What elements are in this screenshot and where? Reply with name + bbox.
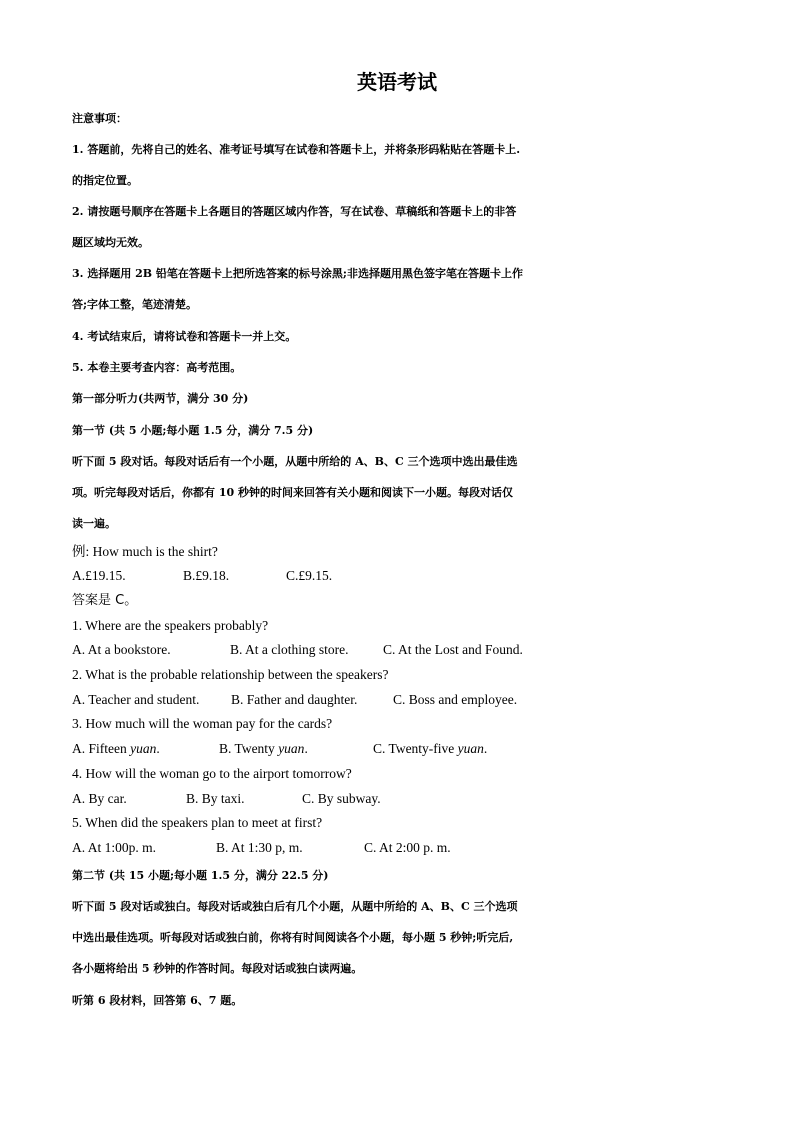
q3-option-b-text: B. Twenty — [219, 741, 279, 756]
example-question: 例: How much is the shirt? — [72, 544, 218, 559]
notice-item-2-line2: 题区域均无效。 — [72, 236, 149, 249]
q3-option-b-unit: yuan — [278, 741, 305, 756]
question-1: 1. Where are the speakers probably? — [72, 618, 269, 633]
q2-option-a: A. Teacher and student. — [72, 692, 200, 707]
q3-option-a-dot: . — [156, 741, 160, 756]
example-option-c: C.£9.15. — [286, 568, 333, 583]
section1-instruction-line3: 读一遍。 — [72, 517, 116, 530]
q3-option-c-unit: yuan — [457, 741, 484, 756]
question-5: 5. When did the speakers plan to meet at first? — [72, 815, 323, 830]
question-4: 4. How will the woman go to the airport tomorrow? — [72, 766, 352, 781]
notice-item-1-line2: 的指定位置。 — [72, 174, 138, 187]
example-answer: 答案是 C。 — [72, 593, 138, 608]
example-option-a: A.£19.15. — [72, 568, 126, 583]
question-2: 2. What is the probable relationship between the speakers? — [72, 667, 389, 682]
section1-instruction-line2: 项。听完每段对话后，你都有 10 秒钟的时间来回答有关小题和阅读下一小题。每段对话仅 — [72, 486, 513, 499]
notice-item-1-line1: 1. 答题前，先将自己的姓名、准考证号填写在试卷和答题卡上，并将条形码粘贴在答题卡上. — [72, 143, 521, 156]
q3-option-c-dot: . — [483, 741, 488, 756]
q1-option-a: A. At a bookstore. — [72, 642, 171, 657]
part1-heading: 第一部分听力(共两节，满分 30 分) — [72, 392, 249, 405]
q4-option-a: A. By car. — [72, 791, 127, 806]
q3-option-c-text: C. Twenty-five — [373, 741, 458, 756]
section2-instruction-line3: 各小题将给出 5 秒钟的作答时间。每段对话或独白读两遍。 — [72, 962, 363, 975]
section2-instruction-line2: 中选出最佳选项。听每段对话或独白前，你将有时间阅读各个小题，每小题 5 秒钟;听完后, — [72, 931, 514, 944]
notice-item-3-line1: 3. 选择题用 2B 铅笔在答题卡上把所选答案的标号涂黑;非选择题用黑色签字笔在答题卡上作 — [72, 267, 523, 280]
q5-option-c: C. At 2:00 p. m. — [364, 840, 451, 855]
q4-option-c: C. By subway. — [302, 791, 381, 806]
section1-heading: 第一节 (共 5 小题;每小题 1.5 分，满分 7.5 分) — [72, 424, 314, 437]
section1-instruction-line1: 听下面 5 段对话。每段对话后有一个小题，从题中所给的 A、B、C 三个选项中选出最佳选 — [72, 455, 518, 468]
q5-option-b: B. At 1:30 p, m. — [216, 840, 303, 855]
q1-option-b: B. At a clothing store. — [230, 642, 349, 657]
q3-option-a — [72, 740, 160, 758]
section2-instruction-line1: 听下面 5 段对话或独白。每段对话或独白后有几个小题，从题中所给的 A、B、C 三个选项 — [72, 900, 518, 913]
section2-heading: 第二节 (共 15 小题;每小题 1.5 分，满分 22.5 分) — [72, 869, 329, 882]
q3-option-a-text: A. Fifteen — [72, 741, 131, 756]
q3-option-b-dot: . — [304, 741, 308, 756]
q2-option-b: B. Father and daughter. — [231, 692, 358, 707]
page-title: 英语考试 — [357, 70, 437, 94]
notice-item-3-line2: 答;字体工整，笔迹清楚。 — [72, 298, 198, 311]
q2-option-c: C. Boss and employee. — [393, 692, 518, 707]
q3-option-c — [373, 740, 487, 758]
notice-item-2-line1: 2. 请按题号顺序在答题卡上各题目的答题区域内作答，写在试卷、草稿纸和答题卡上的非答 — [72, 205, 517, 218]
example-option-b: B.£9.18. — [183, 568, 230, 583]
q5-option-a: A. At 1:00p. m. — [72, 840, 157, 855]
question-3: 3. How much will the woman pay for the cards? — [72, 716, 333, 731]
q3-option-b — [219, 740, 308, 758]
q4-option-b: B. By taxi. — [186, 791, 245, 806]
notice-item-5: 5. 本卷主要考查内容：高考范围。 — [72, 361, 242, 374]
q3-option-a-unit: yuan — [130, 741, 157, 756]
notice-item-4: 4. 考试结束后，请将试卷和答题卡一并上交。 — [72, 330, 297, 343]
notice-heading: 注意事项： — [72, 112, 127, 125]
listen-6-instruction: 听第 6 段材料，回答第 6、7 题。 — [72, 994, 243, 1007]
q1-option-c: C. At the Lost and Found. — [383, 642, 523, 657]
